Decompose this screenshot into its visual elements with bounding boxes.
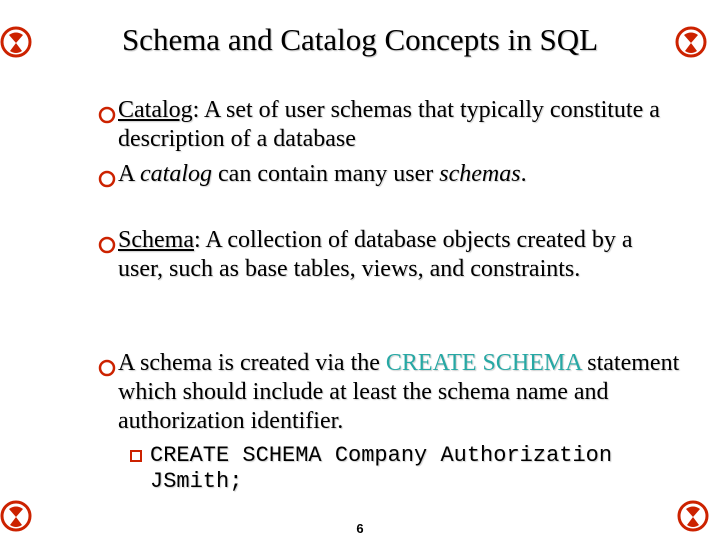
create-schema-keyword: CREATE SCHEMA (385, 350, 582, 376)
bullet-catalog: Catalog: A set of user schemas that typically constitute a description of a database (118, 97, 660, 152)
page-number: 6 (356, 521, 364, 536)
circle-bullet-icon (97, 234, 117, 254)
bullet-schema: Schema: A collection of database objects created by a user, such as base tables, views, and constraints. (118, 227, 633, 282)
corner-emblem-icon (0, 500, 32, 532)
sub-bullet-code: CREATE SCHEMA Company Authorization JSmith; (150, 443, 613, 494)
square-bullet-icon (130, 450, 142, 462)
circle-bullet-icon (97, 168, 117, 188)
slide-title: Schema and Catalog Concepts in SQL (121, 22, 599, 57)
bullet-catalog-contains: A catalog can contain many user schemas. (118, 161, 527, 187)
term-schema: Schema (118, 227, 194, 253)
corner-emblem-icon (677, 500, 709, 532)
bullet-create-schema: A schema is created via the CREATE SCHEMA statement which should include at least the schema name and authorization identifier. (118, 350, 680, 434)
circle-bullet-icon (97, 104, 117, 124)
circle-bullet-icon (97, 357, 117, 377)
term-catalog: Catalog (118, 97, 193, 123)
